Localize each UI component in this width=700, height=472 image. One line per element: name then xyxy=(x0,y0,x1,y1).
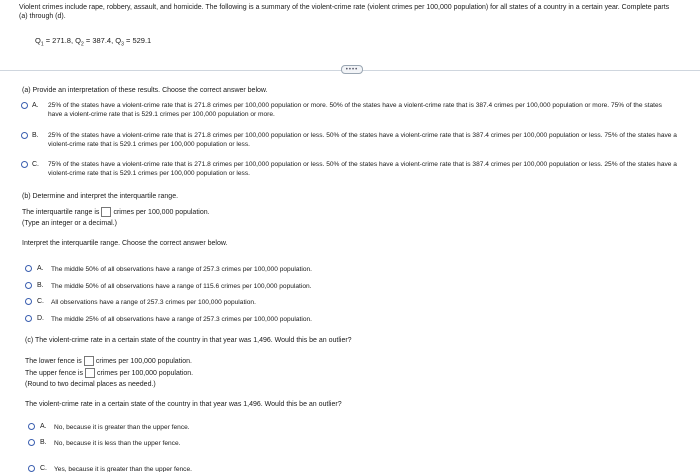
part-c-option-c-letter: C. xyxy=(40,465,47,472)
part-c-option-b-text: No, because it is less than the upper fence. xyxy=(54,440,181,447)
part-c-option-a-radio[interactable] xyxy=(28,423,35,430)
ellipsis-icon: •••• xyxy=(345,66,359,73)
q2-sub: 2 xyxy=(80,41,84,48)
part-b-option-b-radio[interactable] xyxy=(25,282,32,289)
outlier-question: The violent-crime rate in a certain state of the country in that year was 1,496. Would this be an outlier? xyxy=(25,401,342,408)
part-b-option-c-radio[interactable] xyxy=(25,298,32,305)
q1-value: = 271.8, xyxy=(45,36,74,45)
part-b-option-a-text: The middle 50% of all observations have a range of 257.3 crimes per 100,000 population. xyxy=(51,266,312,273)
upper-fence-input[interactable] xyxy=(85,368,95,378)
problem-intro: Violent crimes include rape, robbery, assault, and homicide. The following is a summary of the violent-crime rate (violent crimes per 100,000 population) for all states of a country in a certain year. Complete parts (a) through (d). xyxy=(19,4,670,20)
part-a-option-c-text: 75% of the states have a violent-crime rate that is 271.8 crimes per 100,000 population or less. 50% of the states have a violent-crime rate that is 387.4 crimes per 100,000 population or less. 25% of the states have a violent-crime rate that is 529.1 crimes per 100,000 population or less. xyxy=(48,161,677,177)
part-c-option-b-radio[interactable] xyxy=(28,439,35,446)
upper-fence-unit: crimes per 100,000 population. xyxy=(96,369,194,377)
part-b-option-a-radio[interactable] xyxy=(25,265,32,272)
lower-fence-label: The lower fence is xyxy=(25,357,82,365)
part-a-option-a-radio[interactable] xyxy=(21,102,28,109)
expand-more-button[interactable] xyxy=(341,65,363,74)
part-c-option-c-text: Yes, because it is greater than the upper fence. xyxy=(54,466,192,472)
part-b-option-c-letter: C. xyxy=(37,298,44,305)
part-a-option-b-text: 25% of the states have a violent-crime rate that is 271.8 crimes per 100,000 population or less. 50% of the states have a violent-crime rate that is 387.4 crimes per 100,000 population or less. 75% of the states have a violent-crime rate that is 529.1 crimes per 100,000 population or less. xyxy=(48,132,677,148)
part-b-interpret-prompt: Interpret the interquartile range. Choose the correct answer below. xyxy=(22,240,228,247)
part-b-option-a-letter: A. xyxy=(37,265,44,272)
lower-fence-input[interactable] xyxy=(84,356,94,366)
part-a-option-b-radio[interactable] xyxy=(21,132,28,139)
q2-value: = 387.4, xyxy=(85,36,114,45)
iqr-label: The interquartile range is xyxy=(22,208,100,216)
q3-sub: 3 xyxy=(121,41,124,48)
part-b-option-c-text: All observations have a range of 257.3 crimes per 100,000 population. xyxy=(51,299,256,306)
fence-hint: (Round to two decimal places as needed.) xyxy=(25,381,156,388)
part-b-prompt: (b) Determine and interpret the interquartile range. xyxy=(22,193,179,200)
part-c-prompt: (c) The violent-crime rate in a certain state of the country in that year was 1,496. Would this be an outlier? xyxy=(25,337,352,344)
part-c-option-c-row xyxy=(25,462,235,472)
part-c-option-c-radio[interactable] xyxy=(28,465,35,472)
lower-fence-unit: crimes per 100,000 population. xyxy=(95,357,192,365)
part-c-option-a-text: No, because it is greater than the upper fence. xyxy=(54,424,190,431)
part-a-option-a-text: 25% of the states have a violent-crime rate that is 271.8 crimes per 100,000 population or more. 50% of the states have a violent-crime rate that is 387.4 crimes per 100,000 population or more. 75% of the states have a violent-crime rate that is 529.1 crimes per 100,000 population or more. xyxy=(48,102,662,118)
part-c-option-b-letter: B. xyxy=(40,439,47,446)
iqr-unit: crimes per 100,000 population. xyxy=(113,208,210,216)
part-b-option-d-letter: D. xyxy=(37,315,44,322)
q1-sub: 1 xyxy=(40,41,44,48)
part-b-option-b-text: The middle 50% of all observations have a range of 115.6 crimes per 100,000 population. xyxy=(51,283,312,290)
part-a-option-c-letter: C. xyxy=(32,161,39,168)
q3-label: Q xyxy=(115,36,122,45)
upper-fence-label: The upper fence is xyxy=(25,369,83,377)
upper-fence-line xyxy=(25,368,193,379)
part-a-option-b-letter: B. xyxy=(32,132,39,139)
part-a-option-a-letter: A. xyxy=(32,102,39,109)
part-c-option-a-letter: A. xyxy=(40,423,47,430)
q1-label: Q xyxy=(35,36,41,45)
iqr-line xyxy=(22,207,210,218)
part-b-option-b-letter: B. xyxy=(37,282,44,289)
quartile-values xyxy=(35,36,151,48)
part-a-option-c-radio[interactable] xyxy=(21,161,28,168)
iqr-hint: (Type an integer or a decimal.) xyxy=(22,220,117,227)
part-b-option-d-radio[interactable] xyxy=(25,315,32,322)
q3-value: = 529.1 xyxy=(126,36,152,45)
part-b-option-d-text: The middle 25% of all observations have a range of 257.3 crimes per 100,000 population. xyxy=(51,316,312,323)
part-a-prompt: (a) Provide an interpretation of these results. Choose the correct answer below. xyxy=(22,87,268,94)
q2-label: Q xyxy=(75,36,81,45)
lower-fence-line xyxy=(25,356,192,367)
iqr-input[interactable] xyxy=(101,207,111,217)
